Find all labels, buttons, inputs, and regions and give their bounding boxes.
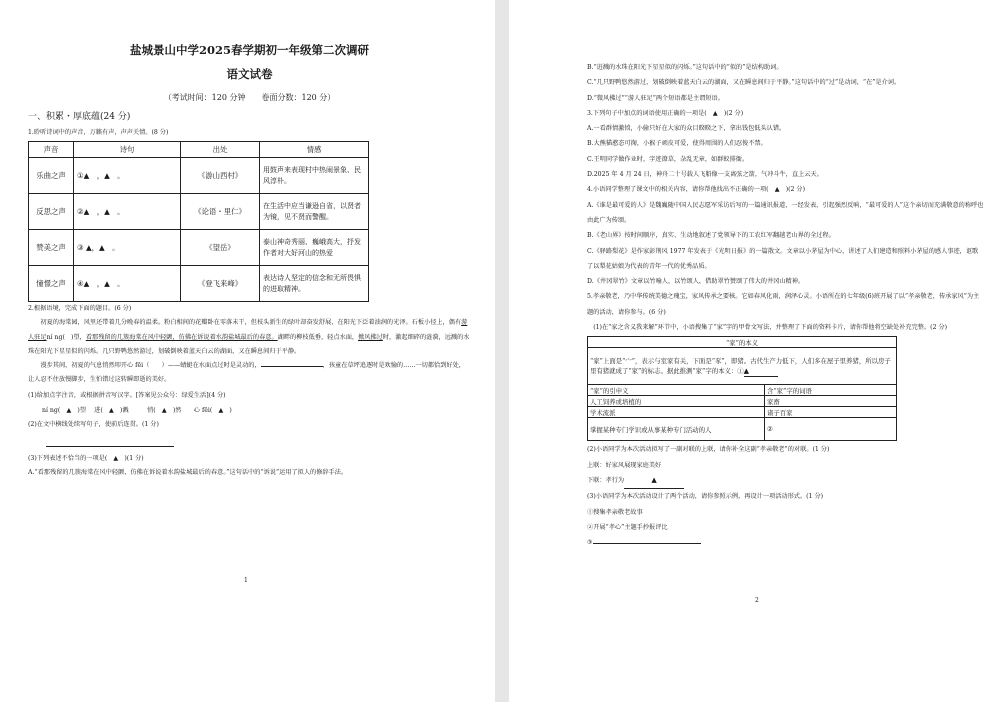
answer-blank[interactable] [624, 473, 684, 489]
table-row [588, 396, 897, 407]
activity-3-label: ③ [587, 539, 593, 547]
answer-blank[interactable]: ② [765, 418, 897, 441]
answer-blank[interactable] [593, 543, 701, 544]
question-5: 5.孝亲敬老，乃中华传统美德之瑰宝，家风传承之要核。它如春风化雨，润泽心灵。小语所在的七年级(6)班开展了以“孝亲敬老，传承家风”为主题的活动，请你参与。(6 分) [587, 293, 980, 316]
question-5-2: (2)小语同学为本次活动拟写了一副对联的上联，请你补全这副“孝亲敬老”的对联。(1 分) [587, 446, 830, 454]
question-2-1-items[interactable]: ní ng( ▲ )望 进( ▲ )溅 悄( ▲ )然 心 fēi( ▲ ) [42, 406, 232, 414]
cell-source: 《登飞来峰》 [181, 266, 260, 302]
table-row [29, 230, 369, 266]
question-4-option-d: D.《井冈翠竹》文章以竹喻人，以竹颂人，借助翠竹赞颂了伟大的井冈山精神。 [587, 278, 805, 286]
question-2-1: (1)给加点字注音，或根据拼音写汉字。[答案见公众号：绿爱生活](4 分) [28, 392, 226, 400]
page-number: 1 [244, 577, 248, 584]
exam-info: （考试时间：120 分钟 卷面分数：120 分） [163, 93, 336, 102]
header-feeling: 情感 [260, 142, 369, 158]
activity-3 [587, 535, 984, 550]
answer-marker: ▲ [743, 366, 750, 375]
cell-source: 《望岳》 [181, 230, 260, 266]
couplet-lower-label: 下联：孝行为 [587, 476, 625, 484]
cell-sound: 赞美之声 [29, 230, 74, 266]
passage-text: 时，激起细碎的涟漪，远溅的水珠在阳光下星星似的闪烁。几只野鸭悠然游过，划破倒映着蓝天白云的湖面，又在瞬息间归于平静。 [28, 333, 470, 355]
answer-blank[interactable]: ③ ▲，▲ 。 [74, 230, 181, 266]
option-b: B.“迸溅的水珠在阳光下星星似的闪烁。”这句话中的“似的”是结构助词。 [587, 64, 783, 71]
option-a: A.“看那残留的几簇海棠在风中轻颤，仿佛在诉说着水韵盐城最后的春意。”这句话中的“诉说”运用了拟人的修辞手法。 [28, 469, 348, 477]
question-3-option-b: B.大熊猫憨态可掬，小猴子顽皮可爱，使得周围的人们忍俊不禁。 [587, 140, 767, 148]
exam-subtitle: 语文试卷 [226, 67, 273, 81]
poem-table-header [29, 142, 369, 158]
passage-underlined-word: 掀风拂过 [358, 333, 383, 341]
card-cell: 诸子百家 [765, 407, 897, 418]
cell-feeling: 用鼓声来表现村中热闹景象、民风淳朴。 [260, 158, 369, 194]
question-3-option-c: C.王明同学做作业时，字迹潦草，杂乱无章，如群蚁排衙。 [587, 155, 749, 163]
continuation-blank[interactable] [261, 366, 323, 367]
cell-sound: 乐曲之声 [29, 158, 74, 194]
table-row [588, 407, 897, 418]
exam-page-2 [509, 0, 1006, 702]
cell-sound: 反思之声 [29, 194, 74, 230]
table-row [588, 418, 897, 441]
header-verse: 诗句 [74, 142, 181, 158]
reading-passage-para-2 [28, 359, 471, 387]
passage-text: 漫步其间，初夏的气息悄然叩开心 fēi（ ）——蜻蜓在水面点过时是灵动的， [40, 362, 261, 370]
cell-feeling: 在生活中应当谦逊自省，以贤者为镜，见不贤而警醒。 [260, 194, 369, 230]
card-cell: 家畜 [765, 396, 897, 407]
cell-source: 《游山西村》 [181, 158, 260, 194]
passage-underlined-sentence: 看那残留的几簇海棠在风中轻颤，仿佛在诉说着水韵盐城最后的春意。 [85, 333, 278, 341]
exam-page-1 [0, 0, 495, 702]
card-note [588, 348, 897, 385]
answer-marker: ▲ [651, 475, 657, 484]
reading-passage-para-1 [28, 316, 471, 359]
card-title: “家”的本义 [588, 337, 897, 348]
card-cell: 人工饲养或培植的 [588, 396, 765, 407]
couplet-upper: 上联：好家风展现家庭美好 [587, 461, 662, 469]
header-source: 出处 [181, 142, 260, 158]
question-3: 3.下列句子中加点的词语使用正确的一项是( ▲ )(2 分) [587, 109, 744, 117]
activity-1: ①搜集孝亲敬老故事 [587, 508, 643, 516]
page-number: 2 [755, 597, 759, 604]
card-cell: 学术流派 [588, 407, 765, 418]
passage-underlined-word: 游人驻足 [28, 319, 468, 341]
option-d: D.“微风拂过”“游人驻足”两个短语都是主谓短语。 [587, 94, 724, 102]
question-3-option-d: D.2025 年 4 月 24 日，神舟二十号载人飞船像一支离弦之箭，气冲斗牛，直上云天。 [587, 171, 823, 179]
question-5-1: (1)在“家之含义我来解”环节中，小语搜集了“家”字的甲骨文写法，并整理了下面的资料卡片，请你帮他将空缺处补充完整。(2 分) [593, 324, 948, 332]
passage-text: 湖畔的柳枝低垂，轻点水面， [277, 333, 359, 341]
card-cell: 掌握某种专门学识或从事某种专门活动的人 [588, 418, 765, 441]
question-5-3: (3)小语同学为本次活动设计了两个活动，请你参照示例，再设计一项活动形式。(1 分) [587, 493, 824, 501]
card-cell: 含“家”字的词语 [765, 385, 897, 396]
couplet-lower [587, 473, 984, 489]
card-note-text: “家”上面是“宀”，表示与室家有关，下面是“豕”，即猪。古代生产力低下，人们多在屋子里养猪，所以房子里有猪就成了“家”的标志。据此推测“家”字的本义：① [590, 356, 891, 375]
jia-info-card [587, 336, 897, 441]
option-c: C.“几只野鸭悠然游过，划破倒映着蓝天白云的湖面，又在瞬息间归于平静。”这句话中的“过”是动词，“在”是介词。 [587, 79, 901, 87]
header-sound: 声音 [29, 142, 74, 158]
answer-blank[interactable] [744, 366, 778, 377]
cell-source: 《论语・里仁》 [181, 194, 260, 230]
question-3-option-a: A.一看群情激愤，小偷只好在大家的众目睽睽之下，拿出钱包低头认错。 [587, 125, 786, 133]
passage-pinyin: ní ng( )望， [46, 333, 86, 341]
cell-feeling: 表达诗人坚定的信念和无所畏惧的进取精神。 [260, 266, 369, 302]
question-1-prompt: 1.聆听诗词中的声音，万籁有声，声声关情。(8 分) [28, 129, 169, 136]
question-4-option-a: A.《谁是最可爱的人》是魏巍随中国人民志愿军采访后写的一篇通讯报道，一经发表，引起强烈反响，“最可爱的人”这个亲切而充满敬意的称呼也由此广为传颂。 [587, 201, 984, 224]
question-2-2: (2)在文中横线处续写句子，使前后连贯。(1 分) [28, 420, 159, 428]
table-row [29, 194, 369, 230]
card-cell: “家”的引申义 [588, 385, 765, 396]
answer-blank[interactable]: ④▲ ，▲ 。 [74, 266, 181, 302]
answer-blank[interactable]: ②▲ ，▲ 。 [74, 194, 181, 230]
question-2-prompt: 2.根据语境，完成下面的题目。(6 分) [28, 305, 132, 313]
answer-line[interactable] [46, 446, 174, 447]
question-4: 4.小语同学整理了课文中的相关内容，请你帮他找出不正确的一项( ▲ )(2 分) [587, 186, 806, 194]
section-heading: 一、积累・厚底蕴(24 分) [28, 112, 131, 122]
poem-table [28, 141, 369, 302]
cell-feeling: 泰山神奇秀丽、巍峨高大，抒发作者对大好河山的热爱 [260, 230, 369, 266]
question-4-option-c: C.《驿路梨花》是作家彭荆风 1977 年发表于《光明日报》的一篇散文。文章以小茅屋为中心，讲述了人们建造和照料小茅屋的感人事迹，讴歌了以梨花姑娘为代表的青年一代的优秀品质。 [587, 247, 979, 270]
table-row [588, 385, 897, 396]
table-row [29, 158, 369, 194]
exam-title: 盐城景山中学2025春学期初一年级第二次调研 [129, 43, 369, 57]
answer-blank[interactable]: ①▲ ，▲ 。 [74, 158, 181, 194]
table-row [29, 266, 369, 302]
activity-2: ②开展“孝心”主题手抄报评比 [587, 523, 668, 531]
passage-text: ，孩童在草坪追逐时是欢愉的……一切都恰到好处，让人忍不住放慢脚步，生怕错过这转瞬即逝的美好。 [28, 362, 465, 384]
question-4-option-b: B.《老山界》按时间顺序，真实、生动地叙述了党领导下的工农红军翻越老山界的全过程。 [587, 232, 835, 240]
cell-sound: 憧憬之声 [29, 266, 74, 302]
question-2-3: (3)下列表述不恰当的一项是( ▲ )(1 分) [28, 455, 144, 463]
passage-text: 初夏的海棠园，风里还带着几分晚春的温柔。粉白相间的花瓣卧在零落未干，但枝头新生的绿叶却奋发舒展，在阳光下泛着油润的光泽。石板小径上，偶有 [40, 319, 462, 327]
